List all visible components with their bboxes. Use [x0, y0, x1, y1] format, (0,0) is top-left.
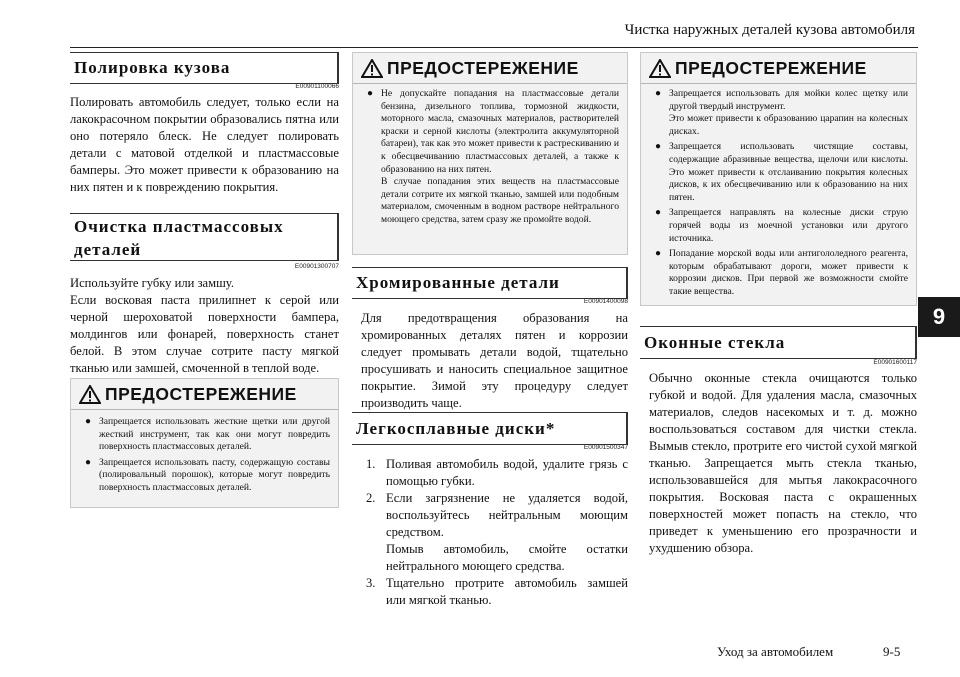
warning-box — [640, 52, 917, 306]
section-heading-alloy: Легкосплавные диски* — [352, 412, 628, 445]
list-item — [366, 541, 628, 575]
warning-box — [352, 52, 628, 255]
paragraph: Используйте губку или замшу. — [70, 276, 234, 290]
windows-text — [649, 370, 917, 557]
warning-text: Запрещается использовать пасту, содержащую составы (полировальный порошок), которые могут повредить поверхность пластмассовых деталей. — [99, 456, 330, 493]
heading-line: деталей — [74, 240, 142, 259]
paragraph: Если восковая паста прилипнет к серой или черной шероховатой поверхности бампера, молдингов или фонарей, поверхность станет белой. В этом случае сотрите пасту мягкой тканью или замшей, смоченной в теплой воде. — [70, 293, 339, 375]
warning-header — [353, 53, 627, 84]
heading-line: Очистка пластмассовых — [74, 217, 284, 236]
warning-text: Не допускайте попадания на пластмассовые детали бензина, дизельного топлива, тормозной жидкости, моторного масла, смазочных материалов, растворителей краски и серной кислоты (электролита аккумуляторной батареи), так как это может привести к растрескиванию и к обесцвечиванию пластмассовых деталей, а также к образованию на них пятен. — [381, 88, 619, 175]
warning-item — [367, 88, 619, 227]
warning-text: Попадание морской воды или антигололедного реагента, которым обрабатывают дороги, может привести к коррозии дисков. При первой же возможности смойте такие вещества. — [669, 248, 908, 297]
paragraph: Для предотвращения образования на хромированных деталях пятен и коррозии следует промывать детали водой, тщательно просушивать и наносить специальное защитное покрытие. Зимой эту процедуру следует производить чаще. — [361, 311, 628, 410]
warning-item — [655, 248, 908, 298]
bullet-icon: ● — [85, 456, 92, 468]
warning-title: ПРЕДОСТЕРЕЖЕНИЕ — [675, 57, 867, 78]
paragraph: Полировать автомобиль следует, только если на лакокрасочном покрытии образовались пятна или оно потеряло блеск. Не следует полировать детали с матовой отделкой и пластмассовые бамперы. Это может привести к образованию на них пятен и к повреждению покрытия. — [70, 95, 339, 194]
running-header: Чистка наружных деталей кузова автомобиля — [624, 22, 915, 38]
warning-header — [71, 379, 338, 410]
warning-item — [85, 416, 330, 454]
warning-item — [655, 88, 908, 138]
footer-section: Уход за автомобилем — [717, 644, 834, 659]
bullet-icon: ● — [655, 207, 662, 219]
warning-item — [655, 141, 908, 204]
section-heading-polish: Полировка кузова — [70, 52, 339, 84]
warning-item — [85, 457, 330, 495]
step-number: 1. — [366, 457, 376, 471]
warning-title: ПРЕДОСТЕРЕЖЕНИЕ — [387, 57, 579, 78]
step-text: Помыв автомобиль, смойте остатки нейтрального моющего средства. — [386, 542, 628, 573]
warning-text: В случае попадания этих веществ на пластмассовые детали сотрите их мягкой тканью, замшей или подобным материалом, смоченным в водном растворе нейтрального моющего средства, затем сразу же промойте водой. — [381, 176, 619, 225]
section-heading-plastic — [70, 213, 339, 261]
step-number — [366, 541, 386, 575]
step-text: Если загрязнение не удаляется водой, воспользуйтесь нейтральным моющим средством. — [386, 491, 628, 539]
warning-body — [641, 84, 916, 308]
section-heading-windows: Оконные стекла — [640, 326, 917, 359]
plastic-text — [70, 275, 339, 377]
warning-body — [353, 84, 627, 236]
page-number: 9-5 — [883, 644, 901, 659]
paragraph: Обычно оконные стекла очищаются только губкой и водой. Для удаления масла, смазочных материалов, следов насекомых и т. д. можно воспользоваться составом для чистки стекла. Вымыв стекло, протрите его чистой сухой мягкой тканью. Запрещается мыть стекла тканью, использовавшейся для мытья лакокрасочного покрытия. Восковая паста с окрашенных поверхностей может попасть на стекло, что приведет к уменьшению его прозрачности и ухудшению обзора. — [649, 371, 917, 555]
warning-triangle-icon — [79, 385, 101, 404]
warning-text: Запрещается использовать чистящие составы, содержащие абразивные вещества, щелочи или кислоты. Это может привести к отслаиванию покрытия колесных дисков, к их обесцвечиванию или к образованию на них пятен. — [669, 141, 908, 203]
chapter-tab: 9 — [918, 297, 960, 337]
list-item — [366, 575, 628, 609]
warning-title: ПРЕДОСТЕРЕЖЕНИЕ — [105, 383, 297, 404]
warning-body — [71, 410, 338, 504]
bullet-icon: ● — [655, 248, 662, 260]
warning-text: Это может привести к образованию царапин на колесных дисках. — [669, 113, 908, 137]
warning-triangle-icon — [649, 59, 671, 78]
section-code: E00901400098 — [583, 298, 628, 305]
warning-text: Запрещается использовать для мойки колес щетку или другой твердый инструмент. — [669, 88, 908, 112]
list-item — [366, 490, 628, 541]
bullet-icon: ● — [655, 141, 662, 153]
warning-box — [70, 378, 339, 508]
section-code: E00901500347 — [583, 444, 628, 451]
warning-triangle-icon — [361, 59, 383, 78]
bullet-icon: ● — [367, 88, 374, 99]
warning-text: Запрещается использовать жесткие щетки или другой жесткий инструмент, так как они могут повредить поверхность пластмассовых деталей. — [99, 416, 330, 453]
section-heading-chrome: Хромированные детали — [352, 267, 628, 299]
chrome-text — [361, 310, 628, 412]
warning-text: Запрещается направлять на колесные диски струю горячей воды из моечной установки или другого источника. — [669, 207, 908, 244]
step-number: 2. — [366, 491, 376, 505]
step-text: Поливая автомобиль водой, удалите грязь с помощью губки. — [386, 457, 628, 488]
list-item — [366, 456, 628, 490]
section-code: E00901300707 — [294, 263, 339, 270]
bullet-icon: ● — [655, 88, 662, 99]
bullet-icon: ● — [85, 416, 92, 427]
header-rule — [70, 47, 918, 48]
section-code: E00901600117 — [873, 359, 917, 366]
step-number: 3. — [366, 576, 376, 590]
polish-text — [70, 94, 339, 196]
section-code: E00901100066 — [295, 83, 339, 90]
step-text: Тщательно протрите автомобиль замшей или мягкой тканью. — [386, 576, 628, 607]
alloy-steps — [366, 456, 628, 609]
warning-header — [641, 53, 916, 84]
warning-item — [655, 207, 908, 245]
